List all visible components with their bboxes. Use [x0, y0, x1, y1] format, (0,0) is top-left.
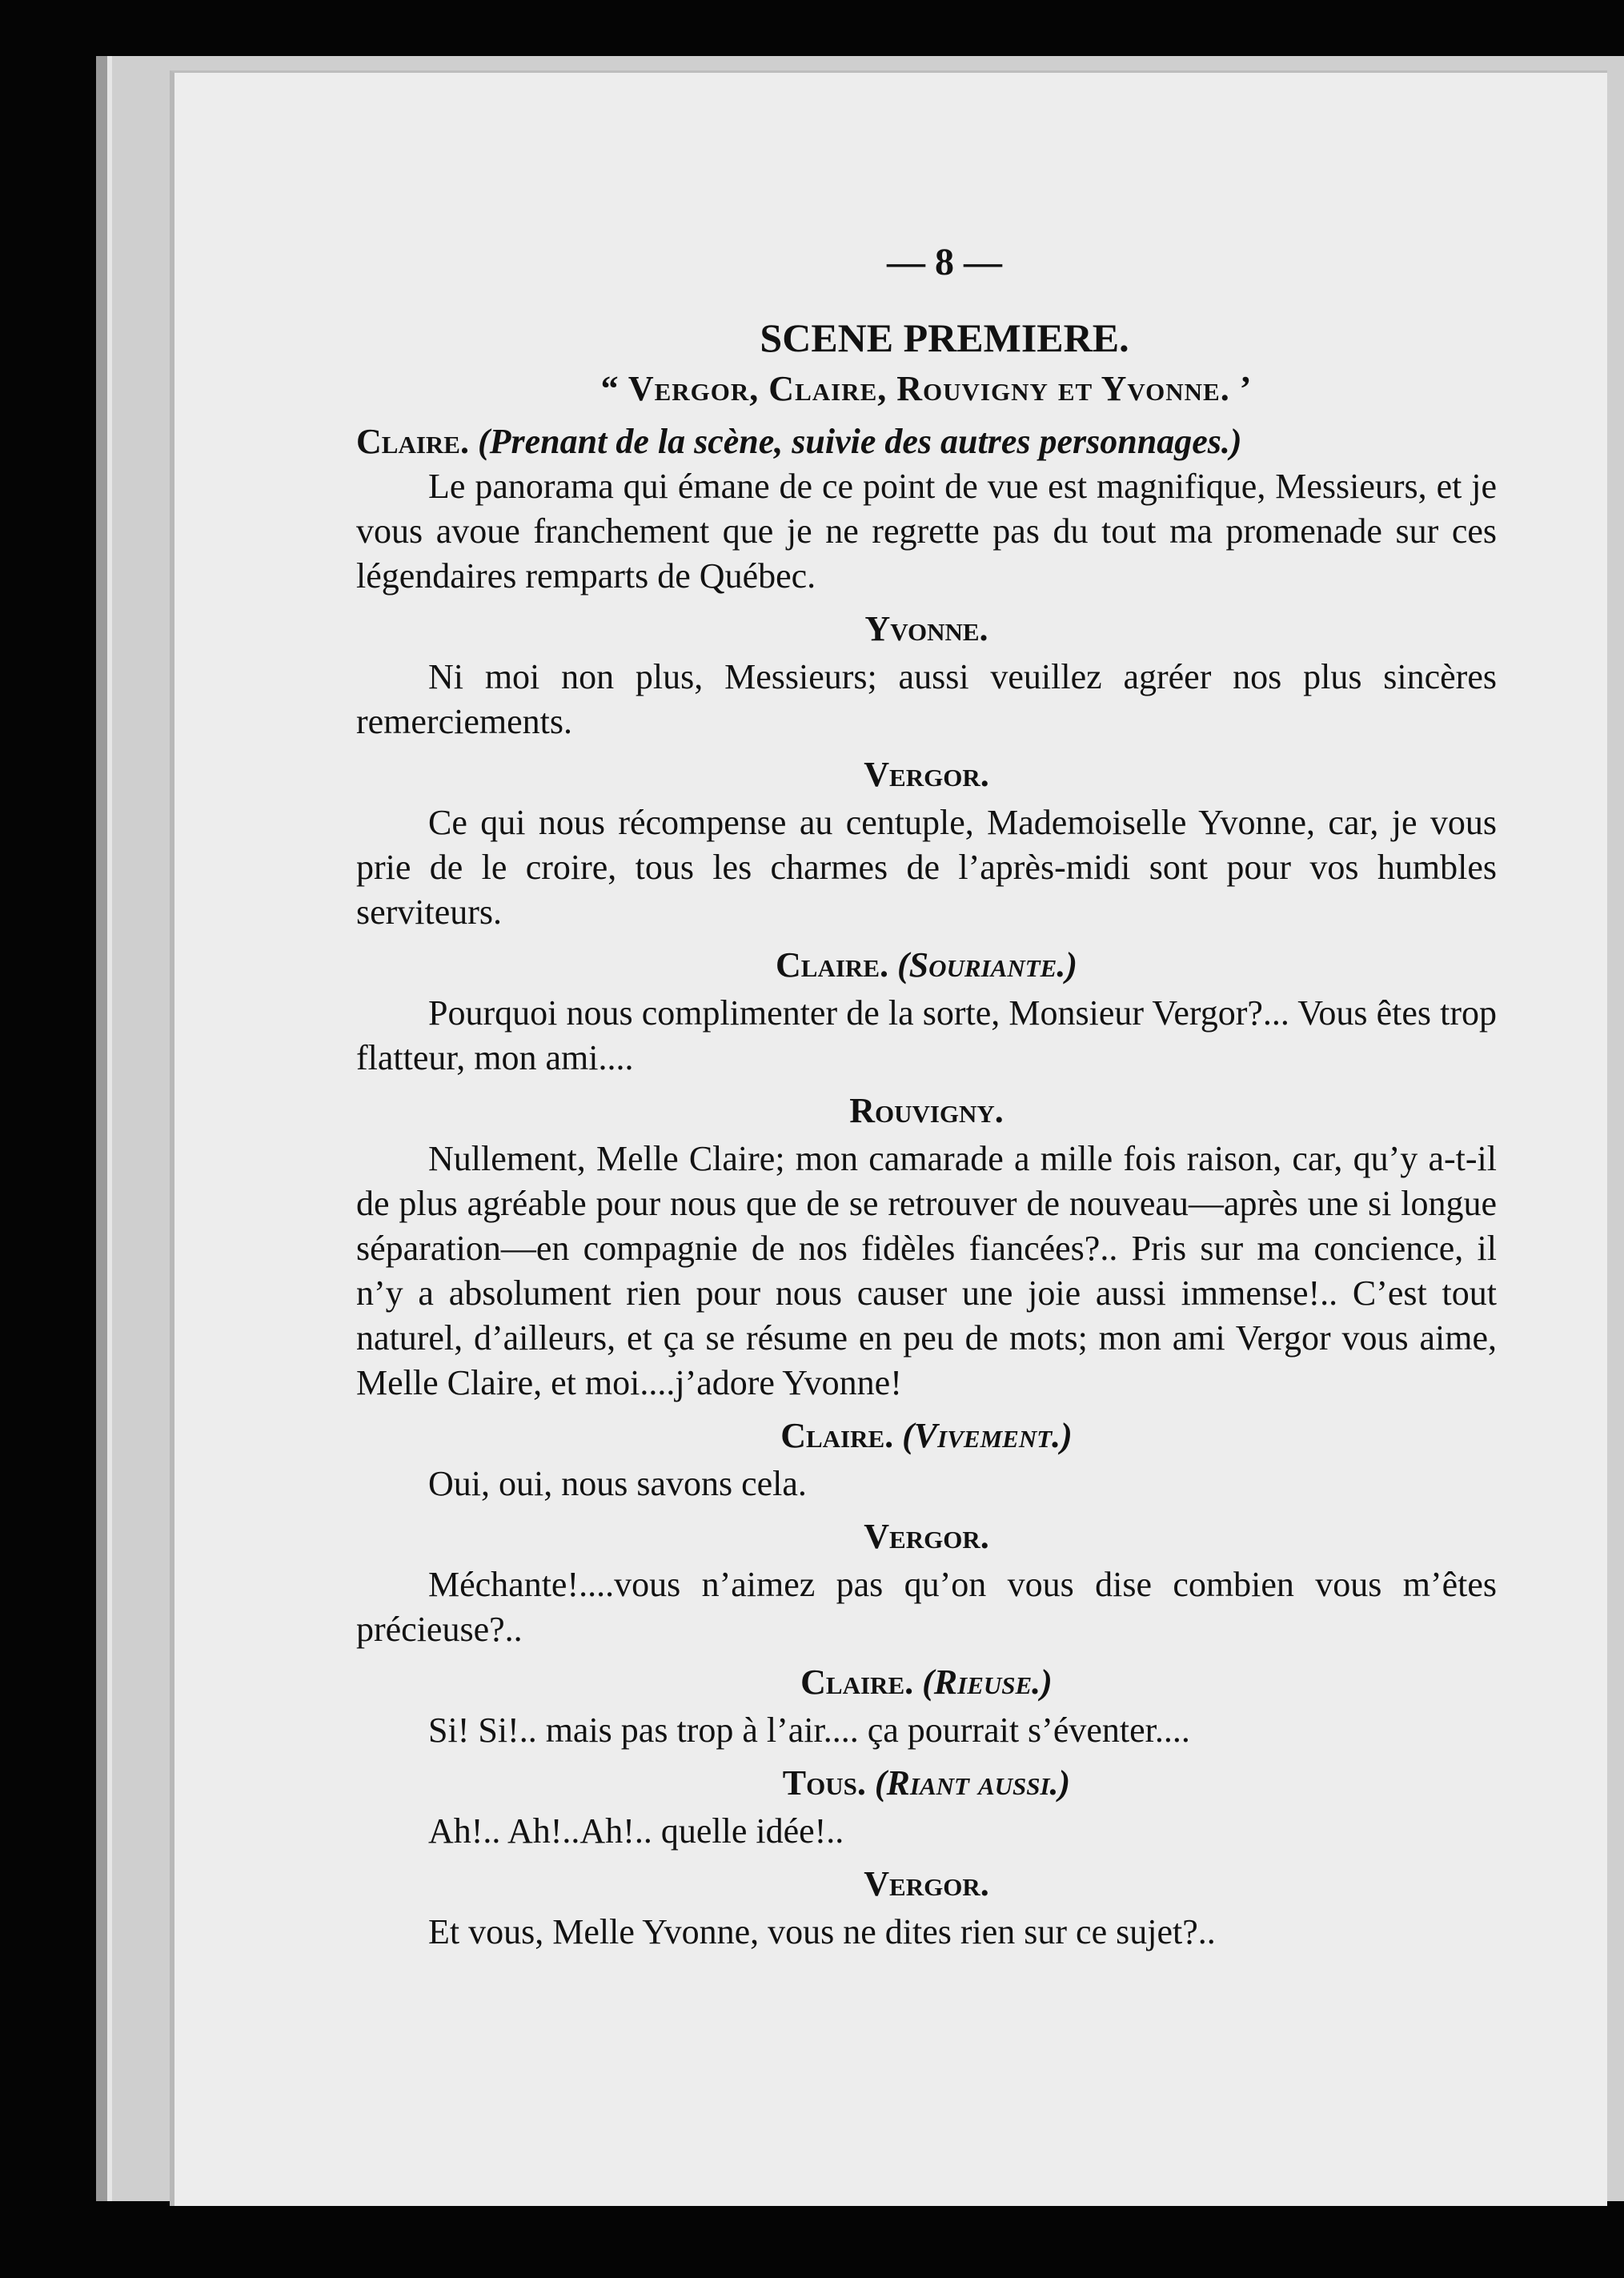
dialogue-text: Ni moi non plus, Messieurs; aussi veuillez agréer nos plus sincères remerciements. — [356, 657, 1497, 741]
scene-title: SCENE PREMIERE. — [760, 315, 1129, 360]
dialogue-text: Pourquoi nous complimenter de la sorte, Monsieur Vergor?... Vous êtes trop flatteur, mon ami.... — [356, 993, 1497, 1077]
speaker-name: Yvonne. — [864, 609, 988, 648]
speaker-name: Vergor. — [864, 1864, 989, 1903]
dialogue-text: Si! Si!.. mais pas trop à l’air.... ça pourrait s’éventer.... — [428, 1711, 1190, 1750]
speaker-name: Claire. — [776, 945, 888, 985]
speaker-heading — [356, 943, 1497, 988]
speaker-name: Claire. — [800, 1662, 914, 1702]
dialogue-text: Nullement, Melle Claire; mon camarade a mille fois raison, car, qu’y a-t-il de plus agréable pour nous que de se retrouver de nouveau—après une si longue séparation—en compagnie de nos fidèles fiancées?.. Pris sur ma concience, il n’y a absolument rien pour nous causer une joie aussi immense!.. C’est tout naturel, d’ailleurs, et ça se résume en peu de mots; mon ami Vergor vous aime, Melle Claire, et moi....j’adore Yvonne! — [356, 1139, 1497, 1402]
speaker-name: Claire. — [780, 1416, 894, 1455]
speaker-heading — [356, 1414, 1497, 1458]
speaker-name: Tous. — [782, 1763, 866, 1803]
speaker-heading — [356, 1761, 1497, 1806]
scene-cast: “ Vergor, Claire, Rouvigny et Yvonne. ’ — [600, 369, 1253, 408]
speaker-heading — [356, 1660, 1497, 1705]
stage-direction: (Vivement.) — [902, 1416, 1073, 1455]
dialogue-text: Oui, oui, nous savons cela. — [428, 1464, 807, 1503]
stage-direction: (Prenant de la scène, suivie des autres personnages.) — [477, 422, 1242, 461]
dialogue-text: Ce qui nous récompense au centuple, Mademoiselle Yvonne, car, je vous prie de le croire, tous les charmes de l’après-midi sont pour vos humbles serviteurs. — [356, 803, 1497, 932]
stage-direction: (Souriante.) — [897, 945, 1077, 985]
dialogue-text: Méchante!....vous n’aimez pas qu’on vous dise combien vous m’êtes précieuse?.. — [356, 1565, 1497, 1649]
speaker-name: Claire. — [356, 422, 469, 461]
dialogue-text: Et vous, Melle Yvonne, vous ne dites rien sur ce sujet?.. — [428, 1912, 1216, 1951]
dialogue-text: Le panorama qui émane de ce point de vue est magnifique, Messieurs, et je vous avoue franchement que je ne regrette pas du tout ma promenade sur ces légendaires remparts de Québec. — [356, 467, 1497, 596]
page-content — [356, 240, 1497, 1955]
dialogue-block — [356, 419, 1497, 464]
speaker-name: Vergor. — [864, 1517, 989, 1556]
stage-direction: (Rieuse.) — [922, 1662, 1053, 1702]
speaker-name: Vergor. — [864, 755, 989, 794]
stage-direction: (Riant aussi.) — [874, 1763, 1071, 1803]
speaker-name: Rouvigny. — [849, 1091, 1004, 1130]
page-number: — 8 — — [887, 241, 1002, 283]
dialogue-text: Ah!.. Ah!..Ah!.. quelle idée!.. — [428, 1811, 844, 1851]
